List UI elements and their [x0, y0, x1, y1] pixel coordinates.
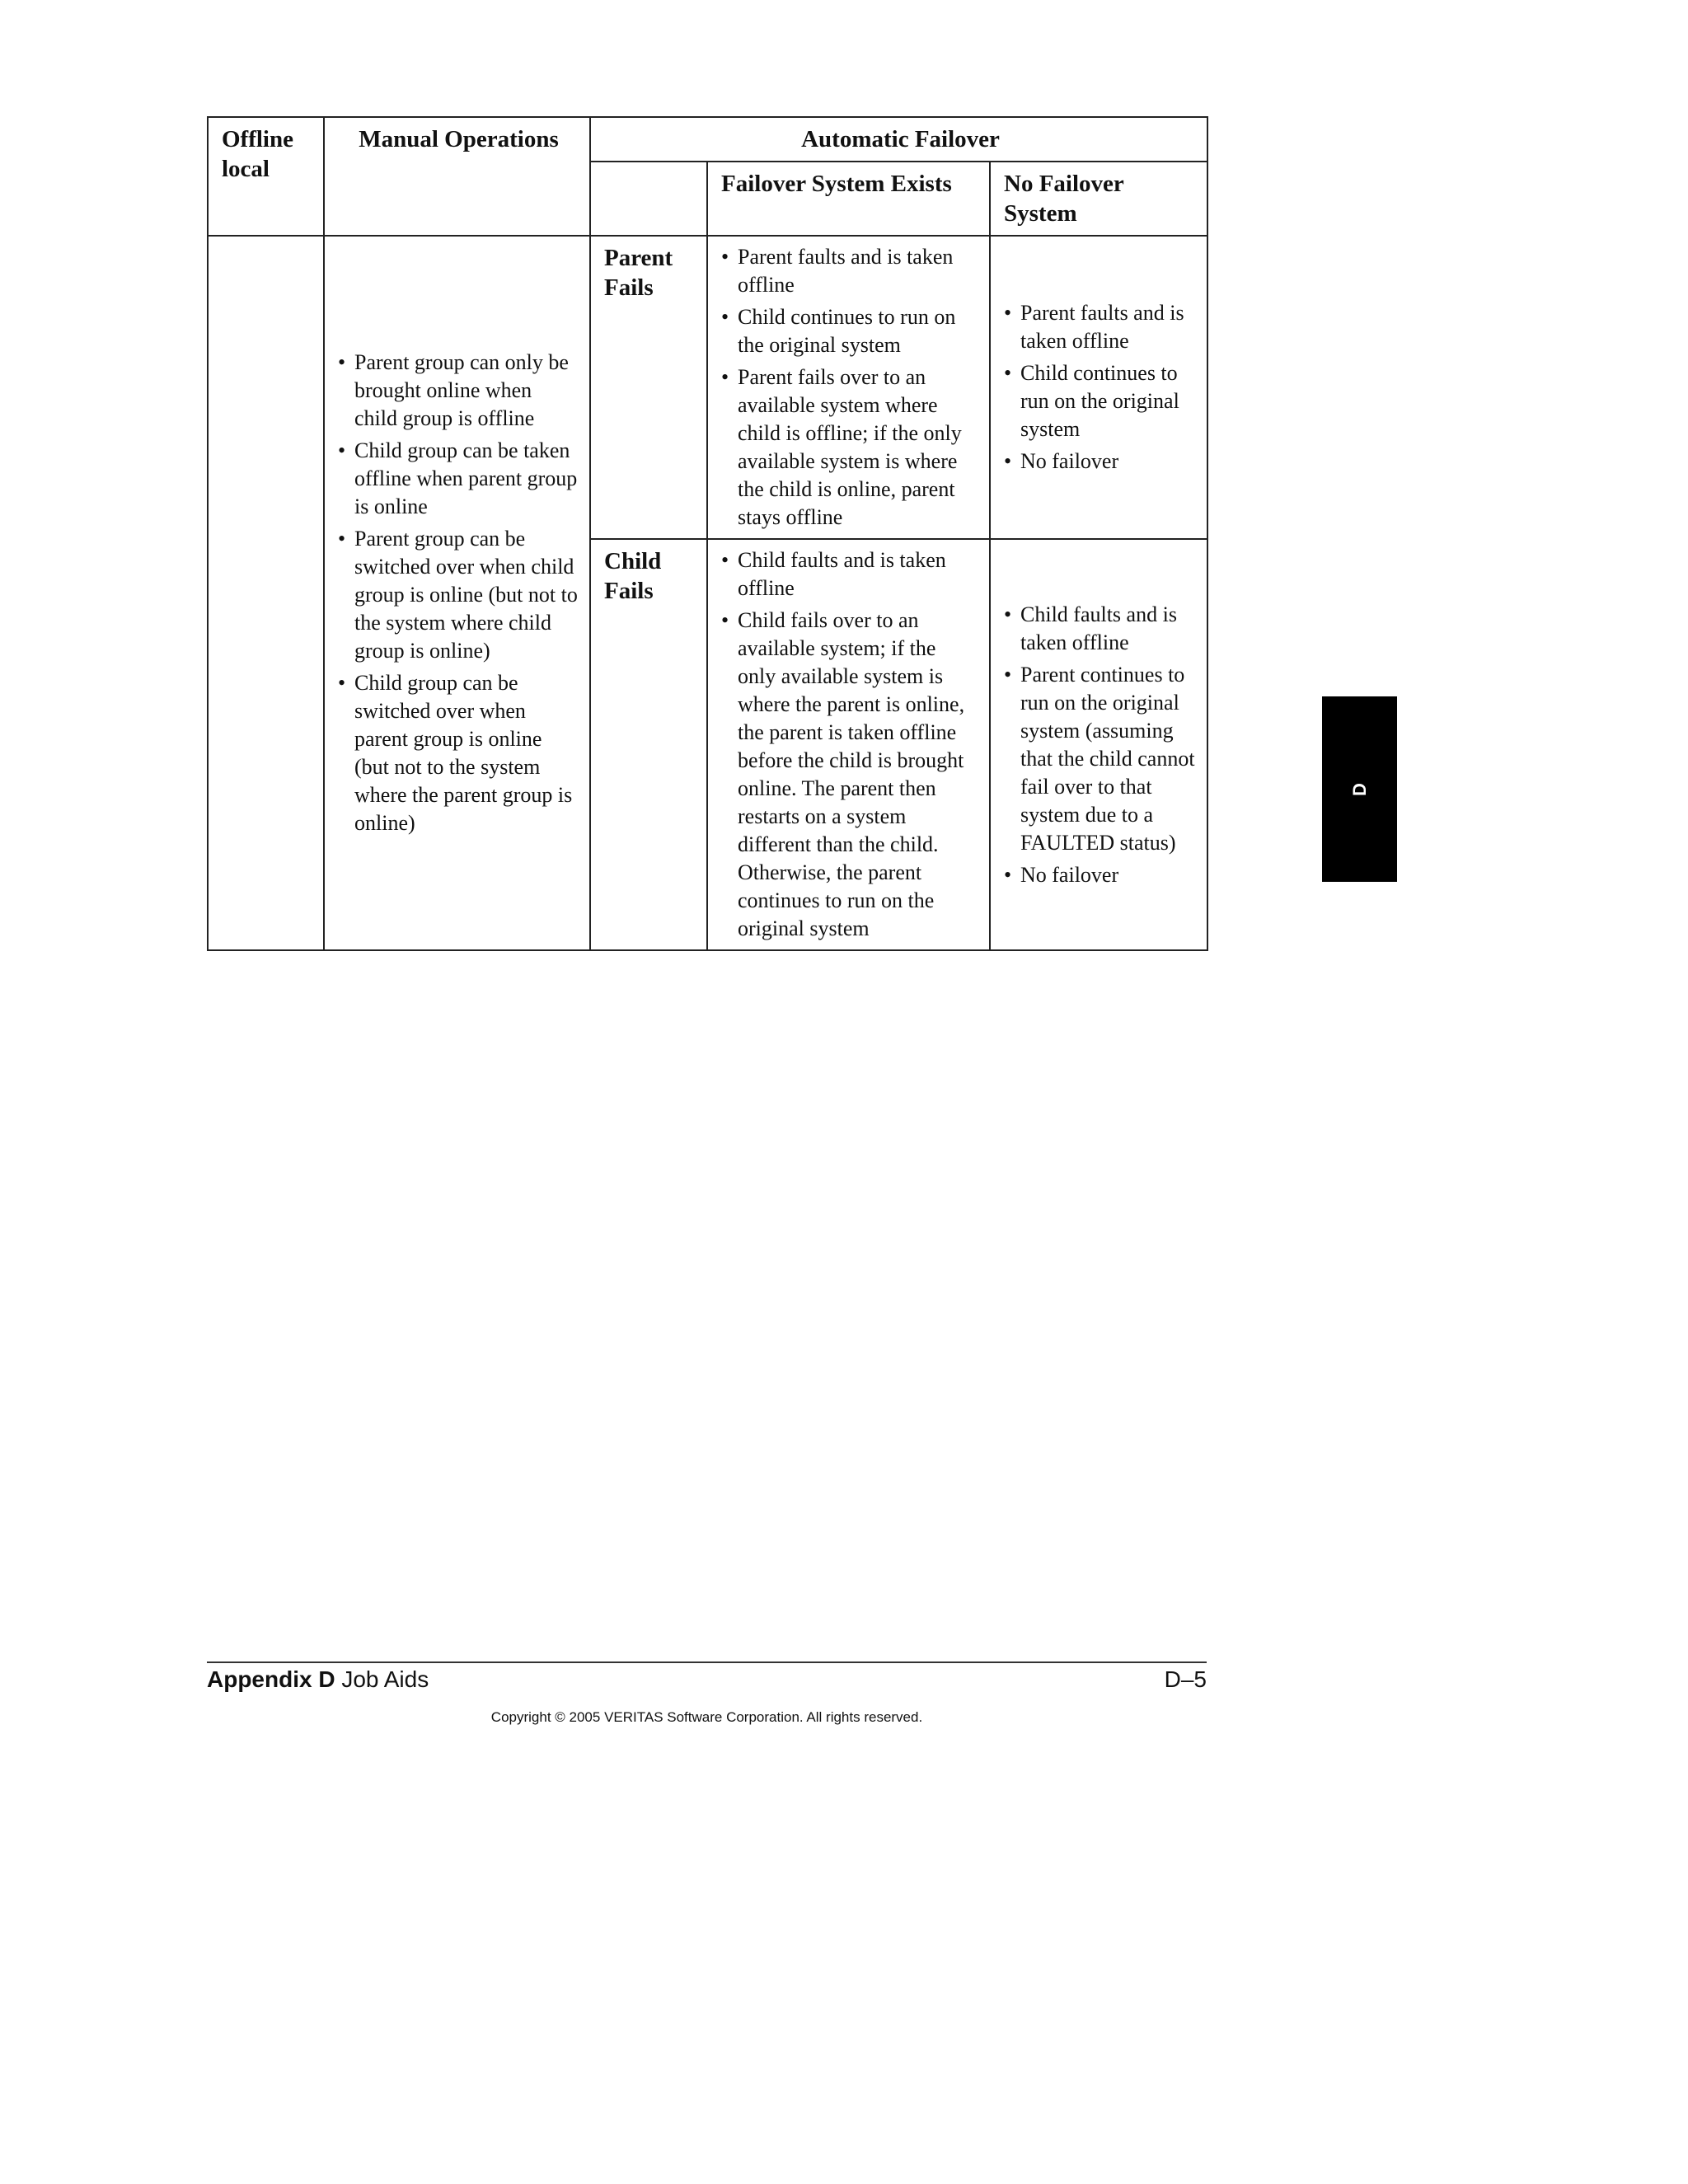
list-item: • Parent group can be switched over when child group is online (but not to the system where child group is online) — [338, 525, 579, 665]
list-item: • Parent faults and is taken offline — [721, 243, 979, 299]
header-failover-system-exists: Failover System Exists — [707, 162, 990, 236]
list-item: • Child continues to run on the original system — [1004, 359, 1197, 443]
list-item: • Child fails over to an available system; if the only available system is where the parent is online, the parent is taken offline before the child is brought online. The parent then restarts on a system different than the child. Otherwise, the parent continues to run on the original system — [721, 607, 979, 943]
header-manual-operations: Manual Operations — [324, 117, 590, 236]
header-no-failover-system: No Failover System — [990, 162, 1207, 236]
list-item: • Child group can be switched over when parent group is online (but not to the system where the parent group is online) — [338, 669, 579, 837]
child-fails-no-failover-cell — [990, 539, 1207, 950]
row-label-parent-fails: Parent Fails — [590, 236, 707, 539]
child-fails-failover-list — [721, 546, 979, 943]
manual-operations-cell — [324, 236, 590, 950]
list-item: • Parent group can only be brought online when child group is offline — [338, 349, 579, 433]
list-item: • Child faults and is taken offline — [1004, 601, 1197, 657]
list-item: • No failover — [1004, 448, 1197, 476]
list-item: • Parent faults and is taken offline — [1004, 299, 1197, 355]
parent-fails-failover-exists-cell — [707, 236, 990, 539]
copyright-notice: Copyright © 2005 VERITAS Software Corporation. All rights reserved. — [490, 1709, 923, 1725]
job-aid-table — [207, 116, 1208, 951]
footer-section: Job Aids — [341, 1666, 429, 1692]
header-blank — [590, 162, 707, 236]
list-item: • No failover — [1004, 861, 1197, 889]
child-fails-no-failover-list — [1004, 601, 1197, 889]
footer-appendix: Appendix D — [207, 1666, 335, 1692]
manual-operations-list — [338, 349, 579, 837]
header-offline-local: Offline local — [208, 117, 324, 236]
footer-title — [207, 1666, 429, 1693]
child-fails-failover-exists-cell — [707, 539, 990, 950]
list-item: • Parent fails over to an available system where child is offline; if the only available system is where the child is online, parent stays offline — [721, 363, 979, 532]
list-item: • Child group can be taken offline when parent group is online — [338, 437, 579, 521]
footer-rule — [207, 1661, 1207, 1663]
appendix-side-tab — [1322, 696, 1397, 882]
parent-fails-failover-list — [721, 243, 979, 532]
row-label-child-fails: Child Fails — [590, 539, 707, 950]
footer-page-number: D–5 — [1164, 1666, 1207, 1692]
side-tab-letter: D — [1348, 782, 1370, 796]
list-item: • Child faults and is taken offline — [721, 546, 979, 602]
parent-fails-no-failover-list — [1004, 299, 1197, 476]
parent-fails-no-failover-cell — [990, 236, 1207, 539]
offline-local-cell — [208, 236, 324, 950]
list-item: • Parent continues to run on the original system (assuming that the child cannot fail over to that system due to a FAULTED status) — [1004, 661, 1197, 857]
list-item: • Child continues to run on the original system — [721, 303, 979, 359]
header-automatic-failover: Automatic Failover — [590, 117, 1207, 162]
